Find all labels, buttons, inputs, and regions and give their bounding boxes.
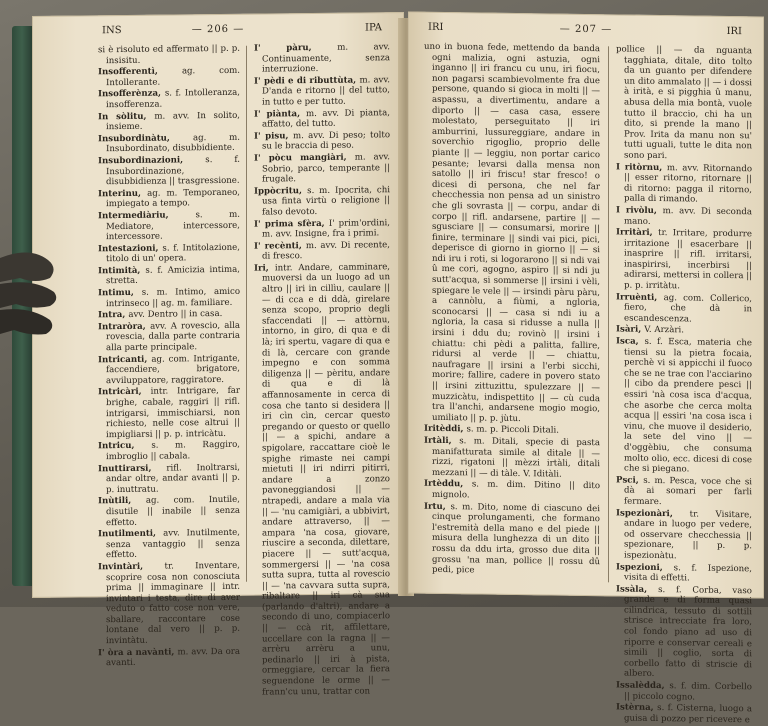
entry-definition: tr. Irritare, produrre irritazione || esacerbare || inasprire || rifl. irritarsi, inaspirirsi, incerbirsi || adirarsi, mettersi in collera || p. p. irritàtu. xyxy=(624,228,752,292)
right-page xyxy=(408,12,764,726)
entry-definition: s. f. Insubordinazione, disubbidienza || trasgressione. xyxy=(106,154,240,188)
entry-headword: Isàri, xyxy=(616,324,645,336)
dictionary-entry xyxy=(424,501,600,578)
dictionary-entry xyxy=(98,561,240,647)
entry-headword: Intraròra, xyxy=(98,321,151,333)
right-header-guideword-end: IRI xyxy=(726,25,742,38)
dictionary-entry xyxy=(254,42,390,75)
dictionary-entry xyxy=(616,292,752,326)
entry-definition: m. avv. Da ora avanti. xyxy=(106,646,240,669)
entry-headword: I rivòlu, xyxy=(616,205,663,216)
dictionary-entry xyxy=(98,187,240,210)
entry-definition: s. m. Mediatore, intercessore, intercessore. xyxy=(106,209,240,243)
entry-definition: s. f. Intitolazione, titolo di un' opera. xyxy=(106,242,240,265)
entry-definition: s. f. Intolleranza, insofferenza. xyxy=(106,88,240,111)
entry-headword: Intimu, xyxy=(98,287,142,299)
dictionary-entry xyxy=(616,336,752,476)
dictionary-entry xyxy=(254,152,390,185)
dictionary-entry xyxy=(254,240,390,263)
entry-headword: I' pèdi e di ributtùta, xyxy=(254,75,360,87)
entry-headword: Intermediàriu, xyxy=(98,210,196,222)
entry-headword: Insubordinazioni, xyxy=(98,155,206,167)
dictionary-entry xyxy=(98,242,240,265)
left-header-guideword-end: IPA xyxy=(365,22,382,34)
left-column-b xyxy=(254,42,391,698)
dictionary-entry xyxy=(98,155,240,188)
entry-definition: I' prim'ordini, m. avv. Insigne, fra i primi. xyxy=(262,217,390,240)
dictionary-entry xyxy=(98,88,240,111)
entry-headword: I' prima sfèra, xyxy=(254,218,329,230)
entry-headword: Inuttirarsi, xyxy=(98,463,167,474)
dictionary-entry xyxy=(616,703,752,726)
open-dictionary-book xyxy=(6,8,764,726)
left-page-number: — 206 — xyxy=(191,23,245,36)
dictionary-entry xyxy=(424,479,600,503)
right-column-b xyxy=(616,44,753,726)
entry-definition: s. f. Cisterna, luogo a guisa di pozzo per ricevere e xyxy=(624,703,753,726)
left-page-header xyxy=(32,22,404,42)
entry-definition: tr. Visitare, andare in luogo per vedere, od osservare checchessia || spezionare, || p. p. ispezionàtu. xyxy=(624,508,752,562)
entry-definition: V. Arzàri. xyxy=(644,325,684,336)
entry-definition: m. avv. In solito, insieme. xyxy=(106,110,240,133)
entry-headword: Iritèddi, xyxy=(424,424,467,435)
entry-headword: Iri, xyxy=(254,263,275,274)
entry-headword: Ippòcritu, xyxy=(254,185,308,197)
entry-headword: Issalèdda, xyxy=(616,680,670,692)
entry-headword: I' òra a navànti, xyxy=(98,647,178,658)
dictionary-entry xyxy=(616,44,752,162)
left-header-guideword-start: INS xyxy=(102,25,122,37)
right-column-a xyxy=(424,42,600,588)
dictionary-entry xyxy=(98,386,240,440)
entry-headword: Insofferentì, xyxy=(98,66,182,78)
entry-headword: Insofferènza, xyxy=(98,88,165,100)
dictionary-entry xyxy=(98,210,240,243)
entry-headword: Invintàri, xyxy=(98,561,165,573)
dictionary-entry xyxy=(98,462,240,495)
entry-headword: Intricanti, xyxy=(98,354,152,365)
entry-headword: I' recènti, xyxy=(254,240,306,252)
dictionary-entry xyxy=(98,440,240,463)
entry-definition: avv. Inutilmente, senza vantaggio || senza effetto. xyxy=(106,527,240,561)
entry-definition: s. m. dim. Ditino || dito mignolo. xyxy=(432,479,600,501)
entry-definition: s. f. Ispezione, visita di effetti. xyxy=(624,562,752,584)
dictionary-entry xyxy=(254,185,390,218)
entry-definition: s. f. dim. Corbello || piccolo cogno. xyxy=(624,681,752,703)
entry-definition: s. f. Esca, materia che tiensi su la pietra focaia, perchè vi si appicchi il fuoco che se ne trae con l'acciarino || cibo da prendere pesci || essiri 'nà cosa isca d'acqua, che asorbe che cerca molta acqua || essiri 'na cosa isca i vinu, che muove il desiderio, la sete del vino || — d'oggèbiu, che consuma molto olio, ecc. dicesi di cose che si piegano. xyxy=(624,336,752,475)
entry-headword: Intimità, xyxy=(98,265,146,277)
entry-definition: m. avv. Di peso; tolto su le braccia di peso. xyxy=(262,129,390,152)
dictionary-entry xyxy=(616,562,752,585)
entry-headword: Istèrna, xyxy=(616,702,658,714)
dictionary-entry xyxy=(98,133,240,156)
entry-headword: Intricàri, xyxy=(98,387,151,398)
right-page-number: — 207 — xyxy=(559,23,613,36)
dictionary-entry xyxy=(98,528,240,561)
entry-definition: intr. Andare, camminare, muoversi da un luogo ad un altro || iri in cillìu, caulare || — di cca e di ddà, girelare senza scopo, proprio degli sfaccendati || — attòrnu, intorno, in giro, di qua e di là; iri spertu, vagare di qua e di là, cercare con grande impegno e con somma diligenza || — pèritu, andare di qua e di là affannosamente in cerca di cosa che tanto si desidera || iri cìn cìn, cercar questo pregando or questo or quello || — a spichi, andare a spigolare, raccattare cioè le spighe rimaste nei campi mietuti || iri ndirri pitirri, andare a zonzo pavoneggiandosi || — ntrapedi, andare a mala via || — 'nu camigiàri, a ubbivirt, andare attraverso, || — ampara 'na cosa, giovare, riuscire a seconda, dilettare, piacere || — sutt'acqua, sommergersi || — 'na cosa sutta supra, tutta al rovescio || — 'na cavvara sutta supra, ribaltare || iri cà sua (parlando d'altri), andare a secondo di uno, compiacerlo || — ccà rit, affilettare, uccellare con la ragna || — arrèru arrèru a unu, pedinarlo || iri à pista, ormeggiare, cercar la fiera seguendone le orme || — frann'cu unu, trattar con xyxy=(262,262,391,698)
entry-definition: m. avv. Di seconda mano. xyxy=(624,205,752,227)
page-weight-holder xyxy=(0,238,60,358)
left-page xyxy=(32,12,404,698)
dictionary-entry xyxy=(254,108,390,131)
dictionary-entry xyxy=(254,130,390,153)
entry-definition: s. m. Ipocrita, chi usa finta virtù o religione || falso devoto. xyxy=(262,184,390,218)
entry-definition: ag. m. Insubordinato, disubbidiente. xyxy=(106,132,240,155)
entry-headword: I' pisu, xyxy=(254,130,293,142)
entry-headword: Inùtili, xyxy=(98,496,146,507)
entry-headword: Irtu, xyxy=(424,501,451,512)
entry-headword: Inutilmenti, xyxy=(98,528,164,540)
entry-headword: Irritàri, xyxy=(616,227,659,239)
right-header-guideword-start: IRI xyxy=(428,21,444,34)
dictionary-entry xyxy=(98,265,240,288)
entry-definition: si è risoluto ed affermato || p. p. insisitu. xyxy=(98,43,240,66)
entry-headword: I' pàru, xyxy=(254,42,338,54)
dictionary-entry xyxy=(254,218,390,241)
entry-definition: pollice || — da nguanta tagghiata, ditale, dito tolto da un guanto per difendere un dito ammalato || — i dossi à irità, e si pigghia û manu, abusa della mia bontà, vuole tutto il braccio, chi ha un dito, si prende la mano || Prov. Irita da manu non su' tutti uguali, tutte le dita non sono pari. xyxy=(616,44,752,162)
entry-definition: m. avv. Continuamente, senza interruzione. xyxy=(262,42,390,75)
entry-definition: m. avv. Di recente, di fresco. xyxy=(262,239,390,262)
dictionary-entry xyxy=(98,646,240,669)
entry-headword: Ispezionàri, xyxy=(616,507,690,519)
entry-definition: uno in buona fede, mettendo da banda ogni malizia, ogni astuzia, ogni inganno || iri francu cu unu, iri fiocu, non pagarsi scambievolmente fra due persone, quando si gioca in molti || — aspassu, a divertimentu, andare a diporto || — casa casa, essere molestato, perseguitato || iri amburrini, lussureggiare, andare in soverchio rigoglio, proprio delle piante || — leggiu, non portar carico pesante; levarsi dalla mensa non satollo || iri friscu! star fresco! o dicesi di persona, che nel far checchessia non pensa ad un sinistro che gli sovrasta || — corpu, andar di corpo || rifl. andarsene, partire || — sgusciare || — consumarsi, morire || finire, terminare || sindi vai pici, pici, deperisce di giorno in giorno || — si ndi iru i roti, si logorarono || si ndi vai û me cori, agogno, aspiro || si ndi ju sutt'acqua, si sommerse || irsini i vèli, spiegare le vele || — irsindi pàru pàru, a cannòlu, a fiùmi, a ngloria, sconocarsi || — casa si ndi iu a ngloria, la casa si ridusse a nulla || irsini i ddu du; rovinò || irsini i chiattu: chi pèdi a palitta, fallire, ridursi al verde || — chiattu, naufragare || irsini a l'erbi sicchi, morire; fallire, cadere in povero stato || irsini zittuzittu, spulezzare || — muzzicàtu, indispettito || — cù cuda tra ll'anchi, andarsene mogio mogio, umiliato || p. p. jùtu. xyxy=(424,41,600,424)
entry-definition: m. avv. D'anda e ritorno || del tutto, in tutto e per tutto. xyxy=(262,74,390,108)
dictionary-entry xyxy=(98,110,240,133)
dictionary-entry xyxy=(616,162,752,206)
entry-headword: I' pòcu mangiàri, xyxy=(254,152,355,164)
entry-headword: Intricu, xyxy=(98,441,152,452)
entry-definition: tr. Inventare, scoprire cosa non conosciuta prima || immaginare || intr. invintari i testa, dire di aver veduto o fatto cose non vere, sballare, raccontare cose lontane dal vero || p. p. invintàtu. xyxy=(106,560,240,647)
entry-definition: s. f. Corba, vaso grande e di forma quasi cilindrica, tessuto di sottili strisce intrecciate fra loro, col fondo piano ad uso di riporre e conservar cereali e simili || coglio, sorta di corbello fatto di striscie di albero. xyxy=(624,584,752,680)
entry-headword: Isca, xyxy=(616,336,645,347)
dictionary-entry xyxy=(98,353,240,386)
entry-definition: s. m. Raggiro, imbroglio || cabala. xyxy=(106,440,240,463)
entry-headword: Irtàli, xyxy=(424,435,460,447)
entry-definition: s. m. Pesca, voce che si dà ai somari per farli fermare. xyxy=(624,475,753,507)
entry-headword: Issàla, xyxy=(616,584,659,595)
entry-headword: Interinu, xyxy=(98,188,148,199)
dictionary-entry xyxy=(424,436,600,481)
dictionary-entry xyxy=(98,495,240,528)
entry-headword: Intestazioni, xyxy=(98,243,163,254)
entry-definition: m. avv. Sobrio, parco, temperante || frugale. xyxy=(262,152,390,185)
entry-definition: rifl. Inoltrarsi, andar oltre, andar avanti || p. p. inuttratu. xyxy=(106,462,240,495)
dictionary-entry xyxy=(616,680,752,703)
entry-headword: In sòlitu, xyxy=(98,111,155,122)
dictionary-entry xyxy=(616,475,752,509)
dictionary-entry xyxy=(98,321,240,354)
entry-definition: ag. com. Collerico, fiero, che dà in escandescenza. xyxy=(624,292,752,325)
entry-definition: ag. m. Temporaneo, impiegato a tempo. xyxy=(106,187,240,210)
entry-headword: I ritòrnu, xyxy=(616,161,667,173)
entry-definition: ag. com. Intrigante, faccendiere, brigatore, avviluppatore, raggiratore. xyxy=(106,353,241,386)
left-column-a xyxy=(98,43,241,669)
entry-headword: Irruènti, xyxy=(616,292,664,303)
dictionary-entry xyxy=(616,325,752,337)
entry-definition: s. f. Amicizia intima, stretta. xyxy=(106,264,241,287)
entry-headword: Insubordinàtu, xyxy=(98,133,193,145)
dictionary-entry xyxy=(98,44,240,67)
entry-definition: m. avv. Ritornando || esser ritorno, ritornare || di ritorno: pagga il ritorno, palla di rimando. xyxy=(624,162,753,205)
entry-definition: s. m. Ditali, specie di pasta manifatturata simile al ditale || — rizzi, rigatoni || mèzzi irtàli, ditali mezzani || — di tàle. V. Iditàli. xyxy=(432,436,600,480)
entry-definition: s. m. p. Piccoli Ditali. xyxy=(466,424,559,436)
dictionary-entry xyxy=(98,66,240,89)
right-page-header xyxy=(408,22,764,43)
dictionary-entry xyxy=(98,309,240,321)
dictionary-entry xyxy=(424,42,600,426)
dictionary-entry xyxy=(98,287,240,310)
dictionary-entry xyxy=(616,584,752,681)
entry-headword: Intra, xyxy=(98,310,129,321)
dictionary-entry xyxy=(616,508,752,563)
entry-definition: intr. Intrigare, far brighe, cabale, raggiri || rifl. intrigarsi, immischiarsi, non richiesto, nelle cose altrui || impigliarsi || p. p. intricàtu. xyxy=(106,386,240,440)
dictionary-entry xyxy=(616,228,752,293)
dictionary-entry xyxy=(254,262,390,698)
entry-definition: m. avv. Di pianta, affatto, del tutto. xyxy=(262,107,390,130)
entry-headword: Psci, xyxy=(616,475,644,486)
entry-definition: avv. Dentro || in casa. xyxy=(128,309,223,321)
entry-headword: I' piànta, xyxy=(254,108,306,120)
dictionary-entry xyxy=(616,205,752,228)
dictionary-entry xyxy=(254,75,390,108)
entry-definition: s. m. Intimo, amico intrinseco || ag. m. familiare. xyxy=(106,286,240,309)
entry-definition: ag. com. Intollerante. xyxy=(106,65,240,88)
entry-definition: s. m. Dito, nome di ciascuno dei cinque prolungamenti, che formano l'estremità della mano e del piede || misura della lunghezza di un dito || rossu da ddu irta, grosso due dita || grossu 'na man, pollice || rossu dû pedi, pice xyxy=(432,501,601,576)
entry-headword: Irtèddu, xyxy=(424,479,472,490)
entry-definition: avv. A rovescio, alla rovescia, dalla parte contraria alla parte principale. xyxy=(106,320,240,354)
entry-definition: ag. com. Inutile, disutile || inabile || senza effetto. xyxy=(106,495,241,528)
entry-headword: Ispezioni, xyxy=(616,561,674,573)
